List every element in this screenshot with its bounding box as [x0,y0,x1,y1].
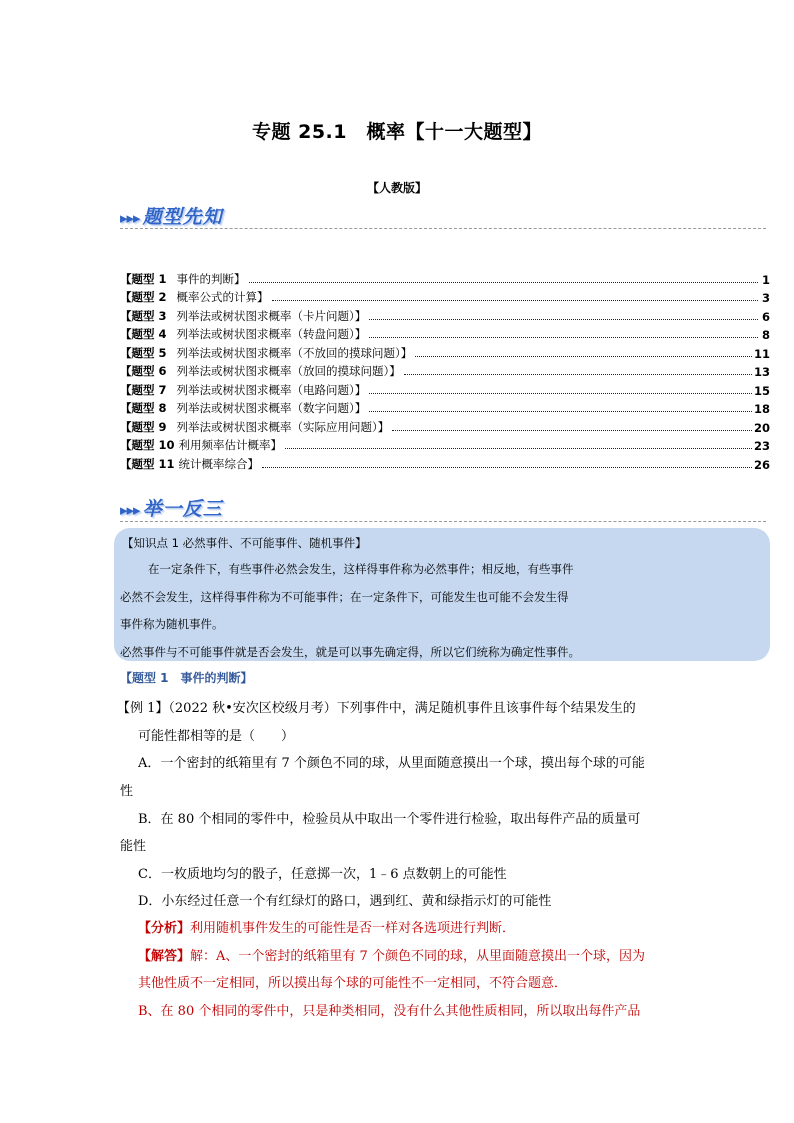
toc-entry[interactable] [120,435,770,454]
toc-tag: 【题型 3 [120,308,167,323]
toc-page: 8 [761,328,770,342]
toc-leader [272,300,758,301]
solution [138,945,645,964]
toc-page: 15 [753,383,770,398]
toc-entry[interactable] [120,268,770,287]
toc-text: 事件的判断】 [176,271,246,286]
toc-tag: 【题型 4 [120,327,167,341]
toc-entry[interactable] [120,324,770,343]
edition-label: 【人教版】 [366,181,427,195]
toc-page: 11 [753,346,770,361]
triple-arrow-icon: ▸▸▸ [120,501,140,519]
toc-tag: 【题型 6 [120,364,167,378]
knowledge-heading: 【知识点 1 必然事件、不可能事件、随机事件】 [122,536,367,550]
knowledge-line: 必然事件与不可能事件就是否会发生，就是可以事先确定得，所以它们统称为确定性事件。 [120,645,580,659]
toc-leader [404,374,752,375]
example-stem: 可能性都相等的是（ ） [138,729,295,744]
toc-tag: 【题型 8 [120,401,167,415]
toc-leader [369,319,758,320]
toc-page: 6 [761,309,770,324]
table-of-contents [120,268,770,472]
toc-tag: 【题型 1 [120,271,167,286]
option-d: D．小东经过任意一个有红绿灯的路口，遇到红、黄和绿指示灯的可能性 [138,894,552,909]
toc-text: 列举法或树状图求概率（转盘问题）】 [176,327,367,341]
section-banner-practice [120,494,223,520]
toc-page: 20 [753,420,770,435]
toc-leader [392,430,752,431]
option-b: B．在 80 个相同的零件中，检验员从中取出一个零件进行检验，取出每件产品的质量可 [138,812,641,827]
section-banner-preview [120,202,223,228]
knowledge-line: 在一定条件下，有些事件必然会发生，这样得事件称为必然事件；相反地，有些事件 [148,562,574,576]
toc-entry[interactable] [120,453,770,472]
toc-text: 列举法或树状图求概率（实际应用问题）】 [176,419,390,434]
analysis-label: 【分析】 [138,921,191,936]
toc-page: 26 [753,457,770,472]
toc-text: 列举法或树状图求概率（不放回的摸球问题）】 [176,345,413,360]
toc-text: 利用频率估计概率】 [178,438,283,452]
example-stem: 【例 1】（2022 秋•安次区校级月考）下列事件中，满足随机事件且该事件每个结果发生的 [117,701,636,716]
page-title: 专题 25.1 概率【十一大题型】 [252,121,542,143]
toc-page: 13 [753,365,770,379]
toc-tag: 【题型 5 [120,345,167,360]
toc-tag: 【题型 2 [120,290,167,304]
solution-text: 其他性质不一定相同，所以摸出每个球的可能性不一定相同，不符合题意． [138,976,568,991]
toc-text: 统计概率综合】 [178,456,260,471]
toc-leader [369,411,752,412]
toc-page: 1 [761,272,770,287]
toc-leader [262,467,752,468]
toc-entry[interactable] [120,305,770,324]
option-b: 能性 [120,839,147,854]
knowledge-line: 必然不会发生，这样得事件称为不可能事件；在一定条件下，可能发生也可能不会发生得 [120,590,569,604]
toc-tag: 【题型 10 [120,438,175,452]
toc-entry[interactable] [120,379,770,398]
toc-text: 列举法或树状图求概率（电路问题）】 [176,382,367,397]
analysis [138,917,515,936]
toc-page: 18 [753,402,770,416]
toc-page: 3 [761,291,770,305]
solution-text: B、在 80 个相同的零件中，只是种类相同，没有什么其他性质相同，所以取出每件产品 [138,1004,641,1019]
toc-text: 列举法或树状图求概率（数字问题）】 [176,401,367,415]
solution-label: 【解答】 [138,949,191,964]
toc-page: 23 [753,439,770,453]
toc-entry[interactable] [120,287,770,306]
banner-title: 举一反三 [142,498,223,520]
analysis-text: 利用随机事件发生的可能性是否一样对各选项进行判断． [190,921,516,936]
toc-leader [285,448,752,449]
toc-entry[interactable] [120,342,770,361]
banner-title: 题型先知 [142,206,223,228]
divider [120,521,766,522]
toc-leader [249,282,758,283]
toc-tag: 【题型 11 [120,456,175,471]
toc-entry[interactable] [120,416,770,435]
toc-leader [369,337,758,338]
toc-text: 概率公式的计算】 [176,290,269,304]
toc-leader [369,393,752,394]
option-a: A．一个密封的纸箱里有 7 个颜色不同的球，从里面随意摸出一个球，摸出每个球的可能 [138,756,645,771]
option-a: 性 [120,784,134,799]
knowledge-line: 事件称为随机事件。 [120,617,224,631]
toc-leader [415,356,752,357]
question-type-heading: 【题型 1 事件的判断】 [120,671,253,685]
solution-text: 解：A、一个密封的纸箱里有 7 个颜色不同的球，从里面随意摸出一个球，因为 [190,949,645,964]
option-c: C．一枚质地均匀的骰子，任意掷一次，1﹣6 点数朝上的可能性 [138,867,507,882]
toc-entry[interactable] [120,361,770,380]
toc-tag: 【题型 9 [120,419,167,434]
toc-text: 列举法或树状图求概率（卡片问题）】 [176,308,367,323]
toc-entry[interactable] [120,398,770,417]
divider [120,228,766,229]
triple-arrow-icon: ▸▸▸ [120,209,140,227]
toc-tag: 【题型 7 [120,382,167,397]
toc-text: 列举法或树状图求概率（放回的摸球问题）】 [176,364,401,378]
